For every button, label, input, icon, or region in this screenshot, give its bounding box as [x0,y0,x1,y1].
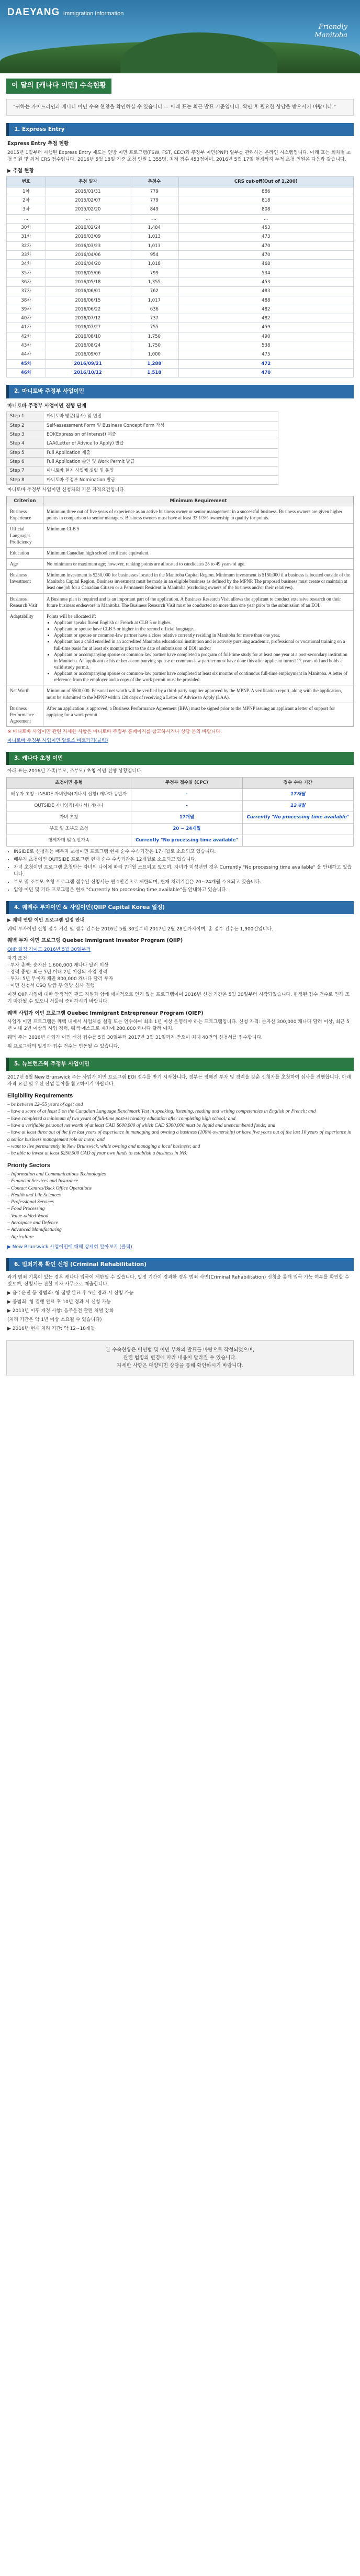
requirement-row [7,559,354,570]
table-cell: 2016/04/06 [46,250,130,259]
table-row [7,296,354,305]
priority-item: – Agriculture [7,1234,34,1240]
rehabilitation-item: ▶ 중범죄: 형 집행 완료 후 10년 경과 시 신청 가능 [7,1300,111,1305]
section-desc: 과거 범죄 기록이 있는 경우 캐나다 입국이 제한될 수 있습니다. 일정 기간이 경과한 경우 범죄 사면(Criminal Rehabilitation) 신청을 통해 입국 가능 여부를 확인할 수 있으며, 신청서는 관할 비자 사무소로 제출합니다. [7,1275,350,1287]
step-number: Step 3 [7,430,43,439]
table-cell: 2016/08/10 [46,332,130,341]
table-cell: ... [7,214,46,223]
table-cell: 483 [178,287,353,296]
table-row [7,800,354,812]
list-item: 자격 조건 [7,956,27,962]
section-heading-rehabilitation: 6. 범죄기록 확인 신청 (Criminal Rehabilitation) [6,1258,354,1271]
criterion: Official Languages Proficiency [7,524,43,547]
quebec-p5: 퀘벡 주는 2016년 사업가 이민 신청 접수를 5월 30일부터 2017년 3월 31일까지 받으며 최대 40건의 신청서를 접수합니다. [7,1035,263,1041]
footer-line: 자세한 사항은 대양이민 상담을 통해 확인하시기 바랍니다. [117,1362,243,1369]
table-cell: 2016/05/18 [46,277,130,286]
requirement: After an application is approved, a Business Performance Agreement (BPA) must be signed prior to the MPNP issuing an applicant a letter of support for applying for a work permit. [43,703,354,726]
list-item: • 배우자 초청이민 OUTSIDE 프로그램 현재 순수 수속기간은 12개월로 소요되고 있습니다. [14,857,353,863]
table-cell: 779 [130,187,179,196]
priority-item: – Financial Services and Insurance [7,1179,78,1184]
sponsor-type: 배우자 초청 · INSIDE 자녀양육(지나서 신청) 캐나다 동반자 [7,789,131,800]
brand [7,5,123,20]
table-cell: 44차 [7,350,46,359]
table-cell: 1,018 [130,260,179,269]
table-cell: 2016/04/20 [46,260,130,269]
step-row [7,430,278,439]
table-cell: 31차 [7,232,46,241]
rehabilitation-item: (처리 기간은 약 1년 이상 소요될 수 있습니다) [7,1317,102,1323]
requirement-row [7,524,354,547]
table-cell: 42차 [7,332,46,341]
section-desc: 2015년 1월부터 시행된 Express Entry 제도는 연방 이민 프로그램(FSW, FST, CEC)과 주정부 이민(PNP) 일부를 관리하는 온라인 시스템입니다. 아래 표는 회차별 초청 인원 및 최저 CRS 점수입니다. 2016년 5월 18일 기준 초청 인원 1,355명, 최저 점수 453점이며, 2016년 5월 17일 현재까지 누적 초청 인원은 다음과 같습니다. [7,150,351,162]
eligibility-block [7,1092,353,1241]
table-cell: 470 [178,241,353,250]
table-row [7,187,354,196]
column-header: Minimum Requirement [43,496,354,506]
list-item: · 투자 총액: 순자산 1,600,000 캐나다 달러 이상 [7,963,109,969]
table-cell: 1,000 [130,350,179,359]
processing-date: - [131,800,242,812]
table-row [7,250,354,259]
quebec-p4: 사업가 이민 프로그램은 퀘벡 내에서 사업체를 설립 또는 인수하여 최소 1년 이상 운영해야 하는 프로그램입니다. 신청 자격: 순자산 300,000 캐나다 달러 이상, 최근 5년 이내 2년 이상의 사업 경력, 퀘벡 에스크로 계좌에 200,000 캐나다 달러 예치. [7,1019,350,1032]
step-desc: Self-assessment Form 및 Business Concept Form 작성 [43,421,278,430]
section-desc: 2017년 6월 New Brunswick 주는 사업가 이민 프로그램 EOI 접수를 받기 시작합니다. 정부는 정해진 투자 및 경력을 갖춘 신청자를 초청하여 심사를 진행합니다. 아래 자격 요건 및 우선 산업 분야를 참고하시기 바랍니다. [7,1074,351,1087]
table-cell: 1,750 [130,341,179,350]
table-cell: ... [46,214,130,223]
table-cell: 490 [178,332,353,341]
sponsorship-notes [14,849,353,894]
list-item: • INSIDE로 신청하는 배우자 초청이민 프로그램 현재 순수 수속기간은 17개월로 소요되고 있습니다. [14,849,353,856]
table-cell: 2016/03/23 [46,241,130,250]
table-cell: 849 [130,205,179,214]
step-number: Step 5 [7,448,43,457]
qiep-heading: 퀘벡 사업가 이민 프로그램 Quebec Immigrant Entrepreneur Program (QIEP) [7,1010,204,1016]
new-brunswick-link[interactable]: ▶ New Brunswick 사업이민에 대해 상세히 알아보기 (클릭) [7,1244,132,1250]
table-cell: 2016/06/22 [46,305,130,314]
requirements-table [6,496,354,727]
list-item: • Applicant or accompanying spouse or common-law partner have completed at least six months of continuous full-time employment in Manitoba. A letter of reference from the employer and a copy of the work permit must be provided. [54,670,350,683]
step-desc: 마니토바 방문(탐사) 및 면접 [43,412,278,421]
list-item: • 자녀 초청이민 프로그램 초청받는 자녀의 나이에 따라 7개월 소요되고 있으며, 자녀가 미성년인 경우 Currently "No processing time available" 을 안내하고 있습니다. [14,864,353,878]
table-cell: 2015/02/07 [46,196,130,205]
table-cell: 453 [178,224,353,232]
step-row [7,448,278,457]
priority-item: – Aerospace and Defence [7,1220,58,1226]
table-row [7,369,354,377]
table-row [7,323,354,332]
table-row [7,277,354,286]
table-cell: 954 [130,250,179,259]
table-cell: 2016/02/24 [46,224,130,232]
footer-line: 관련 법령의 변경에 따라 내용이 달라질 수 있습니다. [123,1354,237,1361]
step-number: Step 2 [7,421,43,430]
table-cell: 762 [130,287,179,296]
table-cell: 1,355 [130,277,179,286]
eligibility-item: – have at least three out of the five last years of experience in managing and owning a business (100% ownership) or have five years out of the last 10 years of experience in a senior business management role or more; and [7,1130,352,1142]
step-number: Step 4 [7,439,43,448]
step-desc: 마니토바 현지 사업체 설립 및 운영 [43,467,278,475]
requirement: No minimum or maximum age; however, ranking points are allocated to candidates 25 to 49 years of age. [43,559,354,570]
requirement: Minimum three out of five years of experience as an active business owner or senior management in a successful business. Business owners are given higher points in comparison to senior managers. Business owners must have at least 33 1/3% ownership to qualify for points. [43,506,354,524]
table-row [7,823,354,835]
brand-logo: DAEYANG [7,7,60,18]
column-header: Criterion [7,496,43,506]
list-item: • Applicant or spouse or common-law partner have a close relative currently residing in Manitoba for more than one year. [54,632,350,638]
table-cell: 2016/09/21 [46,359,130,368]
step-row [7,457,278,466]
section-heading-quebec: 4. 퀘벡주 투자이민 & 사업이민(QIIP Capital Korea 일정) [6,901,354,914]
list-item: • 부모 및 조부모 초청 프로그램 접수된 신청서는 연 1만건으로 제한되며, 현재 처리기간은 20~24개월 소요되고 있습니다. [14,879,353,886]
manitoba-link[interactable]: 마니토바 주정부 사업이민 알로스 바로가기(클릭) [7,738,108,744]
rehabilitation-item: ▶ 2016년 현재 처리 기간: 약 12~18개월 [7,1326,95,1332]
sponsor-type: 형제자매 및 동반가족 [7,835,131,846]
list-item: • Applicant or spouse have CLB 5 or higher in the second official language. [54,626,350,632]
section-heading-express-entry: 1. Express Entry [6,123,354,136]
qiip-conditions [7,956,353,990]
table-cell: 755 [130,323,179,332]
processing-period: Currently "No processing time available" [242,812,353,823]
eligibility-item: – want to live permanently in New Brunswick, while owning and managing a local business; and [7,1143,200,1149]
table-cell: 32차 [7,241,46,250]
table-cell: 1,484 [130,224,179,232]
table-row [7,332,354,341]
table-cell: 488 [178,296,353,305]
table-cell: 2016/10/12 [46,369,130,377]
priority-item: – Health and Life Sciences [7,1192,61,1198]
table-cell: 2016/07/12 [46,314,130,323]
table-cell: 818 [178,196,353,205]
page-title: 이 달의 [캐나다 이민] 수속현황 [6,79,111,94]
banner-hill [120,32,277,73]
step-number: Step 1 [7,412,43,421]
table-cell: 34차 [7,260,46,269]
table-cell: ... [178,214,353,223]
processing-date: 17개월 [131,812,242,823]
table-cell: 886 [178,187,353,196]
column-header: 추첨수 [130,177,179,187]
table-cell: 2016/09/07 [46,350,130,359]
express-entry-table [6,176,354,377]
eligibility-item: – have a verifiable personal net worth of at least CAD $600,000 of which CAD $300,000 must be liquid and unencumbered funds; and [7,1123,276,1129]
step-desc: Full Application 승인 및 Work Permit 발급 [43,457,278,466]
footer-line: 본 수속현황은 이민법 및 이민 부처의 발표를 바탕으로 작성되었으며, [105,1347,255,1353]
step-number: Step 8 [7,475,43,484]
priority-item: – Food Processing [7,1206,45,1212]
header-banner [0,0,360,73]
priority-item: – Contact Centres/Back Office Operations [7,1185,92,1191]
processing-date: Currently "No processing time available" [131,835,242,846]
section-heading-new-brunswick: 5. 뉴브런즈윅 주정부 사업이민 [6,1058,354,1071]
table-cell: 468 [178,260,353,269]
table-cell: 472 [178,359,353,368]
table-cell: 799 [130,269,179,277]
requirement-row [7,547,354,558]
table-cell: 30차 [7,224,46,232]
requirement: A Business plan is required and is an important part of the application. A Business Research Visit allows the applicant to conduct extensive research on their future business endeavors in Manitoba. The Business Research Visit must be conducted no more than one year prior to the submission of an EOI. [43,593,354,610]
table-cell: 1,013 [130,232,179,241]
table-row [7,350,354,359]
priority-item: – Advanced Manufacturing [7,1227,62,1233]
table-row [7,359,354,368]
priority-item: – Information and Communications Technologies [7,1171,106,1177]
processing-date: - [131,789,242,800]
table-cell: 2015/02/20 [46,205,130,214]
sponsor-type: 부모 및 조부모 초청 [7,823,131,835]
table-cell: 538 [178,341,353,350]
eligibility-title: Eligibility Requirements [7,1092,73,1099]
column-header: 번호 [7,177,46,187]
table-cell: 38차 [7,296,46,305]
table-cell: 475 [178,350,353,359]
table-row [7,260,354,269]
column-header: 추첨 일자 [46,177,130,187]
table-cell: 1,288 [130,359,179,368]
table-cell: 2016/07/27 [46,323,130,332]
table-cell: 470 [178,250,353,259]
table-row [7,214,354,223]
table-row [7,341,354,350]
table-cell: 470 [178,369,353,377]
brand-sub: Immigration Information [63,10,124,17]
column-header: 주정부 접수일 (CPC) [131,778,242,789]
column-header: 접수 수속 기간 [242,778,353,789]
section-desc: 아래 표는 2016년 가족(부모, 조부모) 초청 이민 진행 상황입니다. [7,769,143,774]
table-row [7,241,354,250]
manitoba-note: ※ 마니토바 사업이민 관련 자세한 사항은 마니토바 주정부 홈페이지를 참고하시거나 상담 문의 바랍니다. [7,729,222,735]
table-cell: 33차 [7,250,46,259]
table-row [7,305,354,314]
quebec-p1: ▶ 퀘벡 연방 이민 프로그램 일정 안내 [7,918,85,924]
criterion: Adaptability [7,610,43,685]
table-cell: 36차 [7,277,46,286]
list-item: · 경력 증명: 최근 5년 이내 2년 이상의 사업 경력 [7,970,107,975]
table-cell: 40차 [7,314,46,323]
section-subheading: Express Entry 추첨 현황 [7,140,69,147]
table-cell: 779 [130,196,179,205]
table-cell: 1,518 [130,369,179,377]
eligibility-item: – have a score of at least 5 on the Canadian Language Benchmark Test in speaking, listening, reading and writing competencies in English or French; and [7,1109,316,1115]
priority-item: – Professional Services [7,1200,54,1205]
table-cell: 482 [178,305,353,314]
table-cell: 39차 [7,305,46,314]
table-cell: 482 [178,314,353,323]
adaptability-list [54,619,350,683]
eligibility-item: – be between 22–55 years of age; and [7,1102,83,1108]
table-cell: 453 [178,277,353,286]
requirement-row [7,506,354,524]
sponsor-type: 자녀 초청 [7,812,131,823]
rehabilitation-item: ▶ 2013년 이후 개정 사항: 음주운전 관련 처벌 강화 [7,1308,114,1314]
rehabilitation-items [0,1290,360,1333]
processing-date: 20 ~ 24개월 [131,823,242,835]
table-cell: 1,017 [130,296,179,305]
table-row [7,812,354,823]
eligibility-item: – have completed a minimum of two years of full-time post-secondary education after completing high school; and [7,1116,235,1122]
list-item: · 투자: 5년 무이자 채권 800,000 캐나다 달러 투자 [7,976,114,982]
intro-text: "귀하는 가이드라인과 캐나다 이민 수속 현황을 확인하실 수 있습니다 — 아래 표는 최근 발표 기준입니다. 확인 후 필요한 상담을 받으시기 바랍니다." [6,99,354,116]
sponsor-type: OUTSIDE 자녀양육(지나서) 캐나다 [7,800,131,812]
column-header: CRS cut-off(Out of 1,200) [178,177,353,187]
list-item: • Applicant or accompanying spouse or common-law partner have completed a program of full-time study for at least one year at a post-secondary institution in Manitoba. An applicant or his or her accompanying spouse or common-law partner must have done this after applicant turned 17 years old and holds a valid study permit. [54,651,350,670]
step-desc: 마니토바 주정부 Nomination 발급 [43,475,278,484]
section-heading-sponsorship: 3. 캐나다 초청 이민 [6,752,354,765]
footer-notice [6,1340,354,1376]
step-number: Step 6 [7,457,43,466]
criterion: Business Performance Agreement [7,703,43,726]
list-item: • Applicant speaks fluent English or French at CLB 5 or higher. [54,619,350,626]
column-header: 초청이민 유형 [7,778,131,789]
table-cell: ... [130,214,179,223]
step-desc: LAA(Letter of Advice to Apply) 발급 [43,439,278,448]
table-cell: 459 [178,323,353,332]
step-row [7,467,278,475]
table-cell: 45차 [7,359,46,368]
table-cell: 636 [130,305,179,314]
table-cell: 473 [178,232,353,241]
list-item: · 이민 신청서 CSQ 발급 후 연방 심사 진행 [7,983,95,989]
section-subheading: 마니토바 주정부 사업이민 진행 단계 [7,403,86,409]
step-row [7,412,278,421]
requirement: Minimum of $500,000. Personal net worth will be verified by a third-party supplier approved by the MPNP. A verification report, along with the application, must be submitted to the MPNP within 120 days of receiving a Letter of Advice to Apply (LAA). [43,685,354,703]
processing-period [242,835,353,846]
table-cell: 2016/06/01 [46,287,130,296]
quebec-p6: 위 프로그램의 일정과 접수 건수는 변동될 수 있습니다. [7,1044,120,1050]
priority-title: Priority Sectors [7,1162,50,1169]
step-row [7,439,278,448]
table-row [7,789,354,800]
steps-table [6,412,278,485]
criterion: Business Experience [7,506,43,524]
criterion: Education [7,547,43,558]
quebec-p3: 이전 QIIP 사업에 대한 안정적인 펀드 지원과 함께 세계적으로 인기 있는 프로그램이며 2016년 신청 기간은 5월 30일부터 시작되었습니다. 한정된 접수 건수로 인해 조기 마감될 수 있으니 서둘러 준비하시기 바랍니다. [7,992,350,1005]
qiip-link[interactable]: QIIP 일정 가이드 2016년 5월 30일부터 [7,947,91,953]
list-item: • Applicant has a child enrolled in an accredited Manitoba educational institution and is actively pursuing academic, professional or vocational training on a full-time basis for at least six months prior to the date of submission of EOI; and/or [54,638,350,651]
table-row [7,196,354,205]
requirement: Points will be allocated if: • Applicant speaks fluent English or French at CLB 5 or higher. • Applicant or spouse have CLB 5 or higher in the second official language. • Applicant or spouse or common-law partner have a close relative currently residing in Manitoba for more than one year. • Applicant has a child enrolled in an accredited Manitoba educational institution and is actively pursuing academic, professional or vocational training on a full-time basis for at least six months prior to the date of submission of EOI; and/or • Applicant or accompanying spouse or common-law partner have completed a program of full-time study for at least one year at a post-secondary institution in Manitoba. An applicant or his or her accompanying spouse or common-law partner must have done this after applicant turned 17 years old and holds a valid study permit. • Applicant or accompanying spouse or common-law partner have completed at least six months of continuous full-time employment in Manitoba. A letter of reference from the employer and a copy of the work permit must be provided. [43,610,354,685]
requirement: Minimum investment is $250,000 for businesses located in the Manitoba Capital Region. Minimum investment is $150,000 if a business is located outside of the Manitoba Capital Region. Business investment must be made in an eligible business as defined by the MPNP. The proposed business must create or maintain at least one job for a Canadian Citizen or a Permanent Resident in Manitoba (excluding owners of the business and/or their relatives). [43,570,354,593]
table-cell: 737 [130,314,179,323]
criterion: Business Investment [7,570,43,593]
table-cell: 2차 [7,196,46,205]
requirement-row [7,593,354,610]
table-cell: 3차 [7,205,46,214]
rehabilitation-item: ▶ 음주운전 등 경범죄: 형 집행 완료 후 5년 경과 시 신청 가능 [7,1291,134,1296]
priority-item: – Value-added Wood [7,1213,49,1219]
step-number: Step 7 [7,467,43,475]
table-cell: 2016/08/24 [46,341,130,350]
step-desc: Full Application 제출 [43,448,278,457]
step-row [7,421,278,430]
table-cell: 534 [178,269,353,277]
table-cell: 1,750 [130,332,179,341]
banner-cursive: Friendly Manitoba [314,23,347,40]
requirement-row [7,703,354,726]
table-cell: 2015/01/31 [46,187,130,196]
table-cell: 2016/03/09 [46,232,130,241]
table-cell: 1차 [7,187,46,196]
processing-period [242,823,353,835]
table-row [7,224,354,232]
table-row [7,314,354,323]
quebec-p2: 퀘벡 투자이민 신청 접수 기간 및 접수 건수는 2016년 5월 30일부터 2017년 2월 28일까지이며, 총 접수 건수는 1,900건입니다. [7,927,274,932]
step-desc: EOI(Expression of Interest) 제출 [43,430,278,439]
table-cell: 2016/05/06 [46,269,130,277]
table-cell: 2016/06/15 [46,296,130,305]
requirement-row [7,685,354,703]
eligibility-item: – be able to invest at least $250,000 CAD of your own funds to establish a business in NB. [7,1151,187,1157]
table-cell: 808 [178,205,353,214]
step-row [7,475,278,484]
table-label: ▶ 추첨 현황 [7,168,34,174]
qiip-heading: 퀘벡 투자 이민 프로그램 Quebec Immigrant Investor Program (QIIP) [7,938,183,944]
criterion: Business Research Visit [7,593,43,610]
table-row [7,287,354,296]
table-cell: 41차 [7,323,46,332]
processing-period: 17개월 [242,789,353,800]
requirement: Minimum CLB 5 [43,524,354,547]
list-item: • 입양 이민 및 기타 프로그램은 현재 "Currently No processing time available"을 안내하고 있습니다. [14,887,353,894]
criterion: Net Worth [7,685,43,703]
table-row [7,232,354,241]
requirement-row [7,570,354,593]
section-heading-manitoba: 2. 마니토바 주정부 사업이민 [6,385,354,398]
requirements-label: 마니토바 주정부 사업이민 신청자의 기본 자격요건입니다. [7,487,126,493]
requirement-row [7,610,354,685]
sponsorship-table [6,777,354,846]
table-cell: 43차 [7,341,46,350]
table-row [7,835,354,846]
criterion: Age [7,559,43,570]
processing-period: 12개월 [242,800,353,812]
table-cell: 35차 [7,269,46,277]
table-row [7,269,354,277]
table-cell: 1,013 [130,241,179,250]
table-cell: 37차 [7,287,46,296]
table-cell: 46차 [7,369,46,377]
table-row [7,205,354,214]
requirement: Minimum Canadian high school certificate equivalent. [43,547,354,558]
